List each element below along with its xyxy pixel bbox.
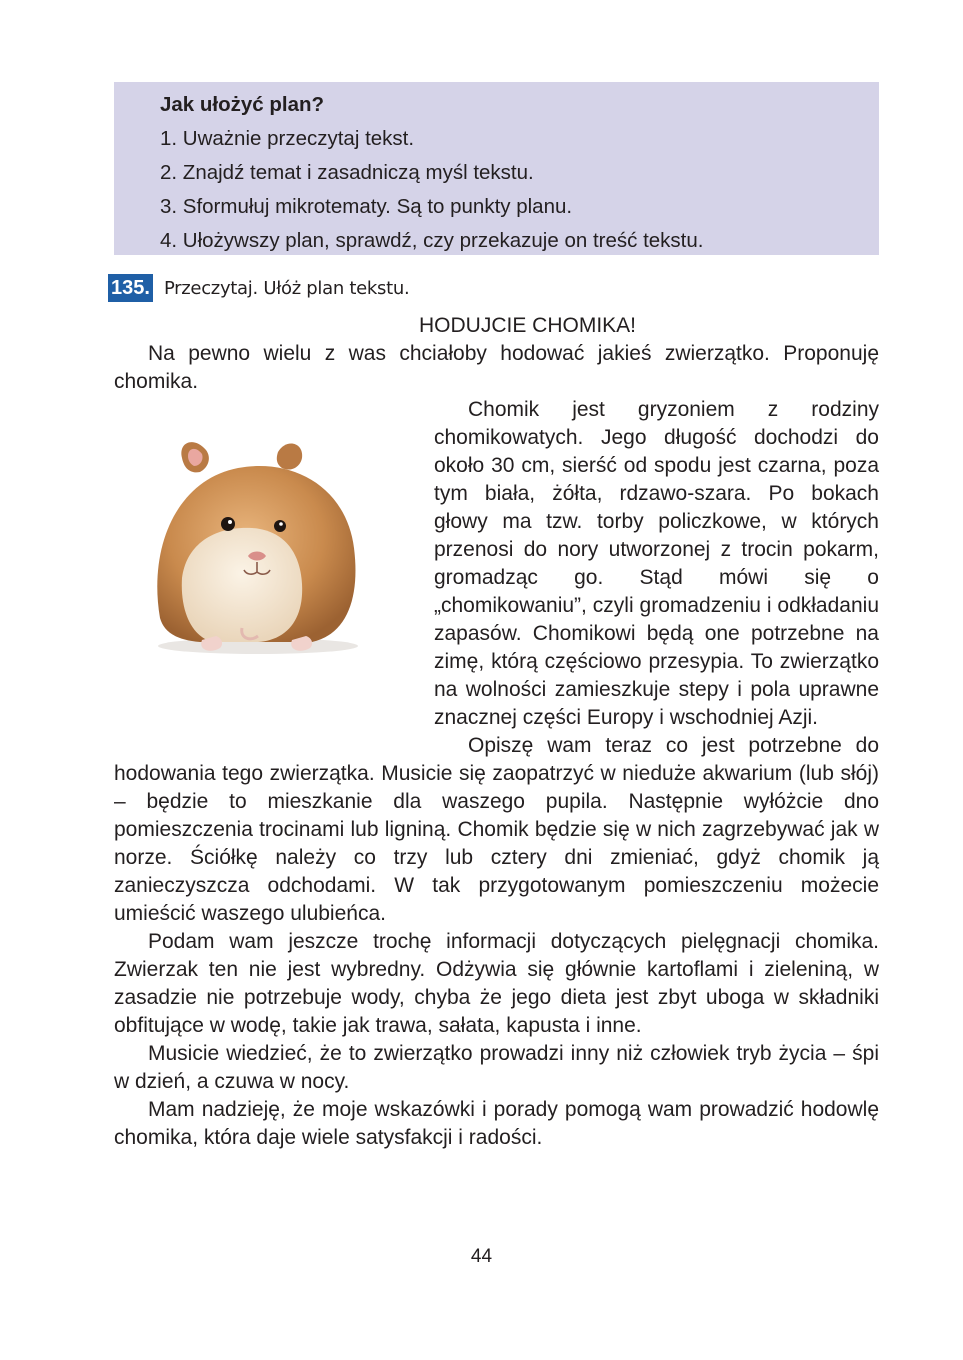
exercise-number-badge: 135. bbox=[108, 274, 153, 302]
plan-tips-title: Jak ułożyć plan? bbox=[160, 93, 325, 116]
article-paragraph: Opiszę wam teraz co jest potrzebne do hodowania tego zwierzątka. Musicie się zaopatrzyć w nieduże akwarium (lub słój) – będzie to mieszkanie dla waszego pupila. Następnie wyłóżcie dno pomieszczenia trocinami lub ligniną. Chomik będzie się w nich zagrzebywać jak w norze. Ściółkę należy co trzy lub cztery dni zmieniać, gdyż chomik ją zanieczyszcza odchodami. W tak przygotowanym pomieszczeniu możecie umieścić waszego ulubieńca. bbox=[114, 734, 879, 925]
page-number: 44 bbox=[470, 1246, 493, 1267]
exercise-instruction: Przeczytaj. Ułóż plan tekstu. bbox=[163, 277, 410, 299]
plan-tip-item: 3. Sformułuj mikrotematy. Są to punkty planu. bbox=[160, 195, 573, 218]
article-paragraph: Na pewno wielu z was chciałoby hodować jakieś zwierzątko. Proponuję chomika. bbox=[114, 342, 879, 393]
plan-tip-item: 1. Uważnie przeczytaj tekst. bbox=[160, 127, 415, 150]
article-paragraph: Mam nadzieję, że moje wskazówki i porady pomogą wam prowadzić hodowlę chomika, która daje wiele satysfakcji i radości. bbox=[114, 1098, 879, 1149]
article-paragraph: Chomik jest gryzoniem z rodziny chomikowatych. Jego długość dochodzi do około 30 cm, sierść od spodu jest czarna, poza tym biała, żółta, rdzawo-szara. Po bokach głowy ma tzw. torby policzkowe, w których przenosi do nory utworzonej z trocin pokarm, gromadząc go. Stąd mówi się o „chomikowaniu”, czyli gromadzeniu i odkładaniu zapasów. Chomikowi będą one potrzebne na zimę, którą częściowo przesypia. To zwierzątko na wolności zamieszkuje stepy i pola uprawne znacznej części Europy i wschodniej Azji. bbox=[434, 398, 879, 729]
exercise-header bbox=[108, 274, 409, 302]
plan-tips-box bbox=[114, 82, 879, 255]
article-paragraph: Podam wam jeszcze trochę informacji dotyczących pielęgnacji chomika. Zwierzak ten nie jest wybredny. Odżywia się głównie kartoflami i zieleniną, w zasadzie nie potrzebuje wody, chyba że jego dieta jest zbyt uboga w składniki obfitujące w wodę, takie jak trawa, sałata, kapusta i inne. bbox=[114, 930, 879, 1037]
hamster-image bbox=[114, 398, 434, 734]
plan-tip-item: 2. Znajdź temat i zasadniczą myśl tekstu. bbox=[160, 161, 534, 184]
article bbox=[114, 312, 879, 1152]
article-paragraph: Musicie wiedzieć, że to zwierzątko prowadzi inny niż człowiek tryb życia – śpi w dzień, a czuwa w nocy. bbox=[114, 1042, 879, 1093]
plan-tip-item: 4. Ułożywszy plan, sprawdź, czy przekazuje on treść tekstu. bbox=[160, 229, 704, 252]
article-heading: HODUJCIE CHOMIKA! bbox=[418, 314, 636, 337]
hamster-illustration bbox=[142, 428, 374, 660]
